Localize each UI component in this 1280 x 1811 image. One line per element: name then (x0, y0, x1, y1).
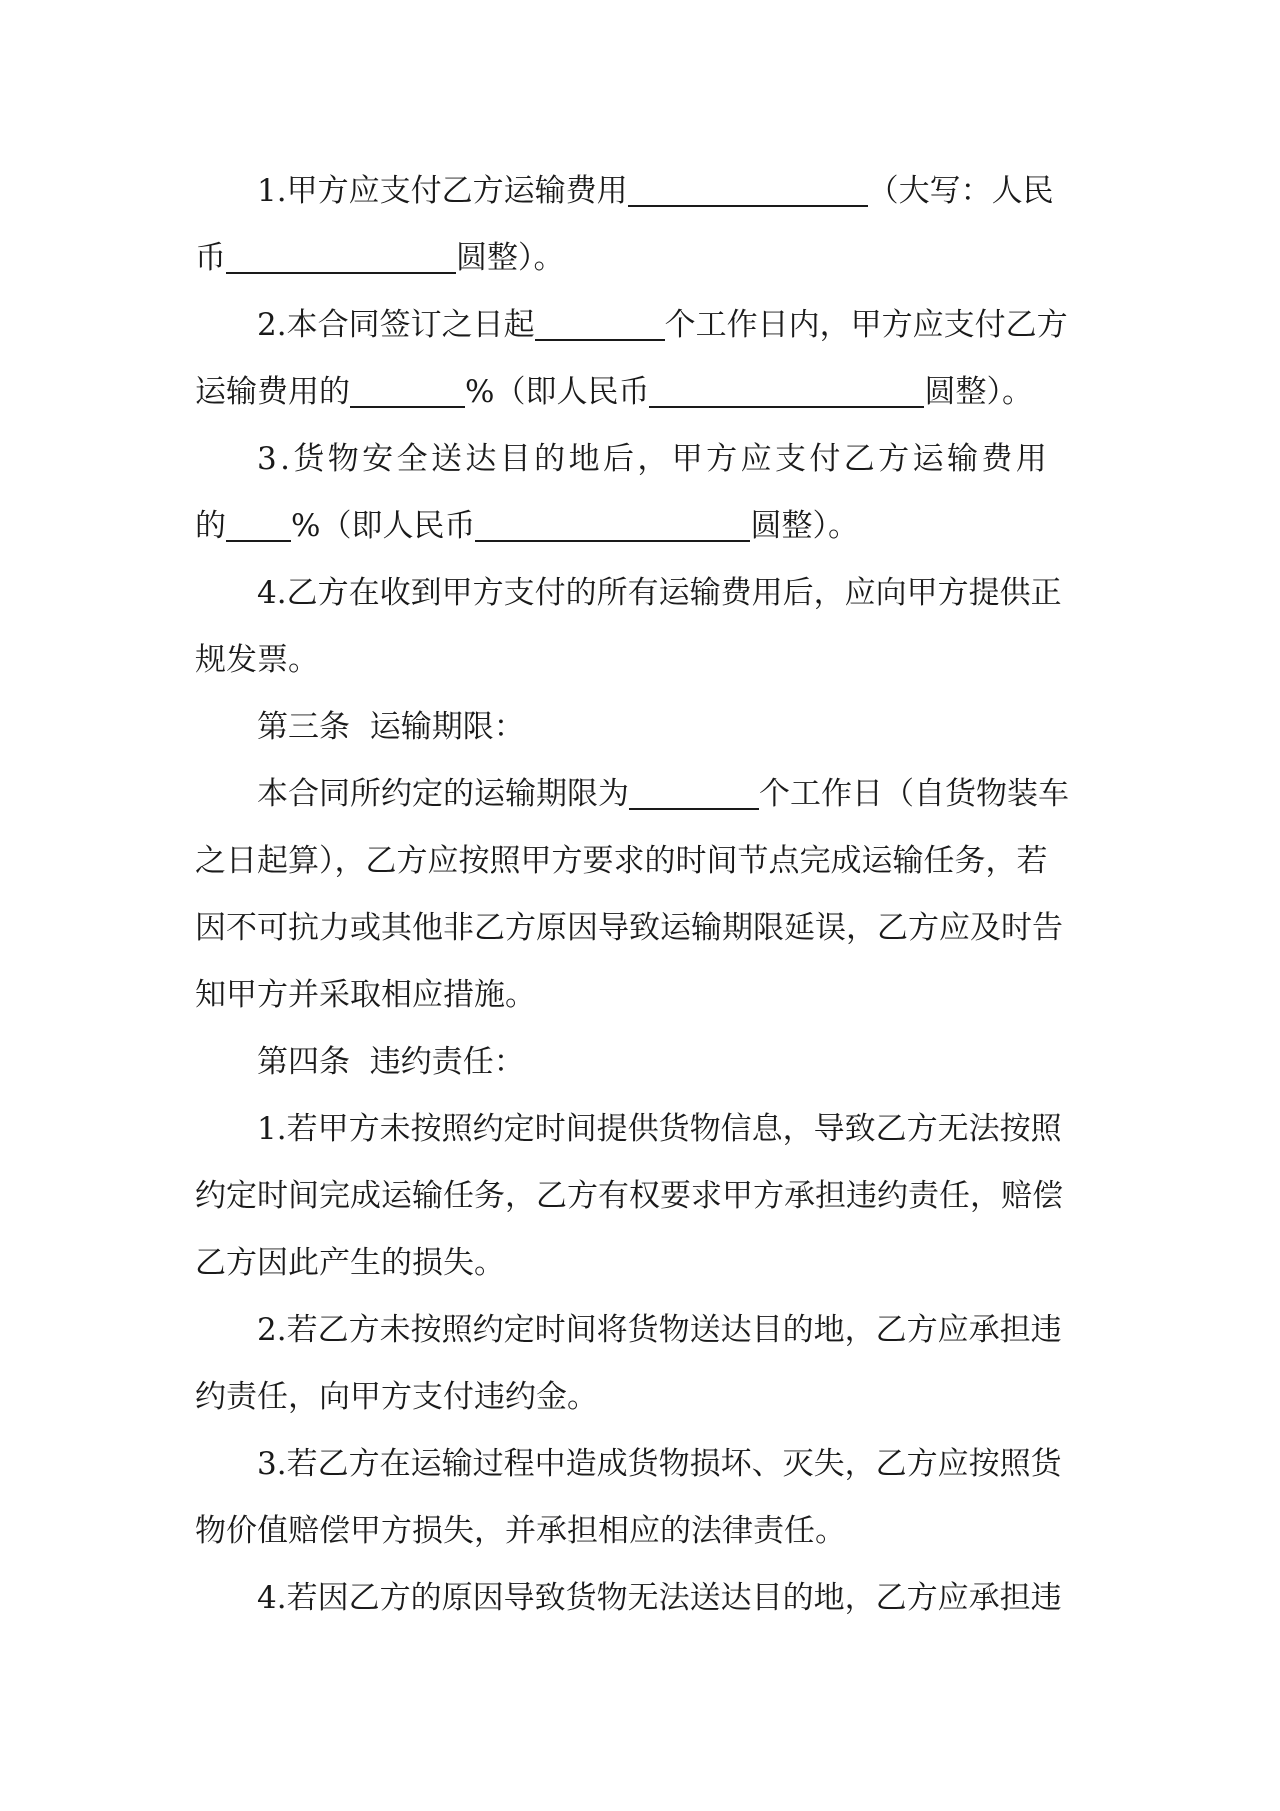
line-text: 运输费用的 (195, 374, 350, 410)
line-text: %（即人民币 (465, 374, 650, 410)
line-text: （大写：人民 (867, 173, 1054, 209)
text-line (195, 895, 1088, 962)
text-line (195, 761, 1088, 828)
fill-in-blank[interactable] (226, 496, 291, 542)
text-line (195, 1096, 1088, 1163)
line-text: 本合同所约定的运输期限为 (257, 776, 629, 812)
line-text: 的 (195, 508, 226, 544)
text-line (195, 1364, 1088, 1431)
fill-in-blank[interactable] (350, 362, 465, 408)
text-line (195, 1565, 1088, 1632)
text-line (195, 1498, 1088, 1565)
line-text: %（即人民币 (291, 508, 476, 544)
section-heading (195, 1029, 1088, 1096)
text-line (195, 1297, 1088, 1364)
text-line (195, 1163, 1088, 1230)
text-line (195, 627, 1088, 694)
line-text: 约定时间完成运输任务，乙方有权要求甲方承担违约责任，赔偿 (195, 1178, 1063, 1214)
text-line (195, 1431, 1088, 1498)
line-text: 个工作日（自货物装车 (759, 776, 1069, 812)
line-text: 2.本合同签订之日起 (257, 307, 535, 343)
text-line (195, 158, 1088, 225)
fill-in-blank[interactable] (649, 362, 924, 408)
line-text: 币 (195, 240, 226, 276)
line-text: 规发票。 (195, 642, 319, 678)
text-line (195, 962, 1088, 1029)
fill-in-blank[interactable] (535, 295, 665, 341)
document-page (195, 158, 1088, 1632)
text-line (195, 359, 1088, 426)
line-text: 圆整）。 (924, 374, 1033, 410)
text-line (195, 426, 1088, 493)
line-text: 约责任，向甲方支付违约金。 (195, 1379, 598, 1415)
line-text: 知甲方并采取相应措施。 (195, 977, 536, 1013)
line-text: 2.若乙方未按照约定时间将货物送达目的地，乙方应承担违 (257, 1312, 1062, 1348)
text-line (195, 828, 1088, 895)
text-line (195, 560, 1088, 627)
line-text: 乙方因此产生的损失。 (195, 1245, 505, 1281)
heading-text: 第四条 违约责任： (257, 1044, 525, 1080)
line-text: 1.若甲方未按照约定时间提供货物信息，导致乙方无法按照 (257, 1111, 1062, 1147)
line-text: 圆整）。 (750, 508, 859, 544)
line-text: 3.若乙方在运输过程中造成货物损坏、灭失，乙方应按照货 (257, 1446, 1062, 1482)
section-heading (195, 694, 1088, 761)
line-text: 之日起算），乙方应按照甲方要求的时间节点完成运输任务，若 (195, 843, 1048, 879)
fill-in-blank[interactable] (475, 496, 750, 542)
text-line (195, 493, 1088, 560)
line-text: 3.货物安全送达目的地后，甲方应支付乙方运输费用 (257, 441, 1051, 477)
fill-in-blank[interactable] (628, 161, 868, 207)
line-text: 因不可抗力或其他非乙方原因导致运输期限延误，乙方应及时告 (195, 910, 1063, 946)
fill-in-blank[interactable] (629, 764, 759, 810)
line-text: 1.甲方应支付乙方运输费用 (257, 173, 628, 209)
line-text: 圆整）。 (456, 240, 565, 276)
line-text: 物价值赔偿甲方损失，并承担相应的法律责任。 (195, 1513, 846, 1549)
heading-text: 第三条 运输期限： (257, 709, 525, 745)
fill-in-blank[interactable] (226, 228, 456, 274)
text-line (195, 292, 1088, 359)
line-text: 个工作日内，甲方应支付乙方 (664, 307, 1068, 343)
text-line (195, 1230, 1088, 1297)
line-text: 4.若因乙方的原因导致货物无法送达目的地，乙方应承担违 (257, 1580, 1062, 1616)
line-text: 4.乙方在收到甲方支付的所有运输费用后，应向甲方提供正 (257, 575, 1062, 611)
text-line (195, 225, 1088, 292)
